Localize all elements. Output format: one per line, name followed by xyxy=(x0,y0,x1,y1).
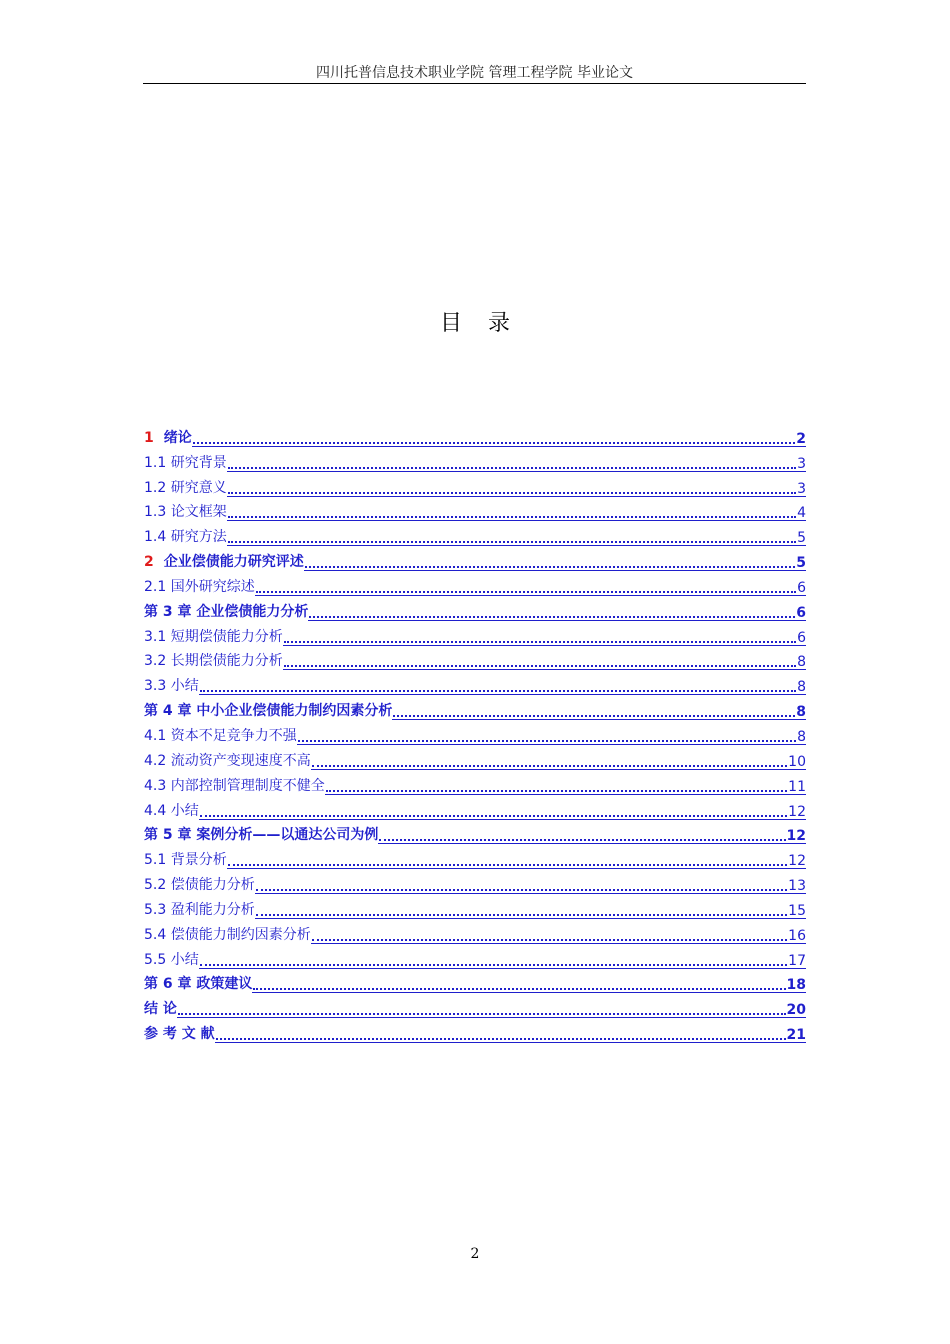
table-of-contents xyxy=(144,424,806,1045)
header-rule xyxy=(143,83,806,84)
toc-dot-leader xyxy=(228,541,796,543)
toc-entry[interactable] xyxy=(144,499,806,524)
toc-dot-leader xyxy=(228,864,787,866)
toc-dot-leader xyxy=(326,790,787,792)
toc-entry[interactable] xyxy=(144,598,806,623)
toc-dot-leader xyxy=(253,988,785,990)
toc-entry-page: 11 xyxy=(788,778,806,795)
toc-entry[interactable] xyxy=(144,1020,806,1045)
toc-entry[interactable] xyxy=(144,921,806,946)
toc-entry-label: 第 5 章 案例分析——以通达公司为例 xyxy=(144,827,379,844)
toc-entry-label: 3.3 小结 xyxy=(144,678,199,695)
toc-entry[interactable] xyxy=(144,623,806,648)
toc-dot-leader xyxy=(256,591,796,593)
toc-entry[interactable] xyxy=(144,846,806,871)
toc-entry[interactable] xyxy=(144,449,806,474)
toc-dot-leader xyxy=(312,765,787,767)
toc-entry-title xyxy=(144,700,392,720)
toc-entry-page: 12 xyxy=(788,853,806,870)
toc-dot-leader xyxy=(216,1038,786,1040)
toc-entry[interactable] xyxy=(144,896,806,921)
toc-entry-title xyxy=(144,427,192,447)
toc-title: 目录 xyxy=(439,311,536,336)
toc-entry-page: 21 xyxy=(786,1027,806,1044)
toc-entry-title xyxy=(144,477,227,497)
toc-entry-page: 17 xyxy=(788,952,806,969)
toc-entry-title xyxy=(144,675,199,695)
toc-entry-label: 5.4 偿债能力制约因素分析 xyxy=(144,926,311,943)
toc-dot-leader xyxy=(200,964,787,966)
toc-entry-title xyxy=(144,874,255,894)
toc-entry[interactable] xyxy=(144,722,806,747)
toc-dot-leader xyxy=(305,566,796,568)
toc-dot-leader xyxy=(379,839,785,841)
toc-dot-leader xyxy=(298,740,796,742)
toc-entry-label: 4.4 小结 xyxy=(144,802,199,819)
toc-entry-label: 第 6 章 政策建议 xyxy=(144,976,253,993)
toc-entry[interactable] xyxy=(144,747,806,772)
toc-entry-page: 8 xyxy=(797,679,806,696)
toc-entry-title xyxy=(144,949,199,969)
toc-entry-title xyxy=(144,849,227,869)
toc-dot-leader xyxy=(193,442,796,444)
toc-entry[interactable] xyxy=(144,424,806,449)
toc-entry-title xyxy=(144,551,304,571)
toc-entry-title xyxy=(144,750,311,770)
toc-entry[interactable] xyxy=(144,648,806,673)
toc-dot-leader xyxy=(228,467,796,469)
toc-entry-label: 5.2 偿债能力分析 xyxy=(144,877,255,894)
toc-dot-leader xyxy=(284,665,796,667)
toc-entry-label: 5.3 盈利能力分析 xyxy=(144,901,255,918)
toc-entry-page: 6 xyxy=(796,604,806,621)
toc-entry-title xyxy=(144,824,378,844)
toc-entry-label: 1.4 研究方法 xyxy=(144,529,227,546)
toc-dot-leader xyxy=(228,492,796,494)
toc-entry-label: 第 3 章 企业偿债能力分析 xyxy=(144,603,309,620)
toc-entry-page: 10 xyxy=(788,753,806,770)
toc-entry[interactable] xyxy=(144,971,806,996)
toc-entry-page: 18 xyxy=(786,977,806,994)
toc-entry-title xyxy=(144,626,283,646)
toc-entry[interactable] xyxy=(144,672,806,697)
toc-entry-label: 3.2 长期偿债能力分析 xyxy=(144,653,283,670)
toc-entry[interactable] xyxy=(144,871,806,896)
toc-entry-label: 4.2 流动资产变现速度不高 xyxy=(144,752,311,769)
toc-entry-page: 3 xyxy=(797,480,806,497)
toc-dot-leader xyxy=(256,889,787,891)
toc-entry-label: 4.3 内部控制管理制度不健全 xyxy=(144,777,325,794)
toc-entry-title xyxy=(144,973,252,993)
toc-entry[interactable] xyxy=(144,797,806,822)
toc-entry-page: 8 xyxy=(797,728,806,745)
toc-entry-page: 4 xyxy=(797,505,806,522)
toc-entry-page: 5 xyxy=(796,555,806,572)
toc-entry-label: 5.5 小结 xyxy=(144,951,199,968)
toc-entry-page: 8 xyxy=(796,704,806,721)
toc-dot-leader xyxy=(309,616,795,618)
toc-entry-page: 6 xyxy=(797,579,806,596)
toc-entry-number: 1 xyxy=(144,429,154,446)
toc-entry-label: 2.1 国外研究综述 xyxy=(144,578,255,595)
toc-dot-leader xyxy=(200,815,787,817)
toc-entry-title xyxy=(144,576,255,596)
toc-dot-leader xyxy=(178,1013,786,1015)
toc-dot-leader xyxy=(284,641,796,643)
toc-entry-label: 结 论 xyxy=(144,1001,177,1018)
toc-entry[interactable] xyxy=(144,772,806,797)
toc-entry-title xyxy=(144,526,227,546)
toc-entry-title xyxy=(144,899,255,919)
toc-entry-page: 16 xyxy=(788,927,806,944)
toc-entry[interactable] xyxy=(144,573,806,598)
toc-entry[interactable] xyxy=(144,822,806,847)
toc-entry[interactable] xyxy=(144,474,806,499)
toc-entry-page: 12 xyxy=(786,828,806,845)
toc-dot-leader xyxy=(256,914,787,916)
page-number: 2 xyxy=(470,1246,480,1262)
toc-entry[interactable] xyxy=(144,523,806,548)
toc-entry-page: 2 xyxy=(796,430,806,447)
toc-entry-page: 8 xyxy=(797,654,806,671)
page-header: 四川托普信息技术职业学院 管理工程学院 毕业论文 xyxy=(316,65,633,81)
toc-entry-label: 绪论 xyxy=(163,429,192,446)
toc-entry-label: 第 4 章 中小企业偿债能力制约因素分析 xyxy=(144,703,393,720)
toc-entry-page: 6 xyxy=(797,629,806,646)
toc-entry-number: 2 xyxy=(144,554,154,571)
toc-entry-label: 1.1 研究背景 xyxy=(144,454,227,471)
toc-entry[interactable] xyxy=(144,995,806,1020)
toc-entry-title xyxy=(144,725,297,745)
toc-entry-title xyxy=(144,775,325,795)
toc-dot-leader xyxy=(200,690,796,692)
toc-dot-leader xyxy=(393,715,795,717)
toc-entry-label: 5.1 背景分析 xyxy=(144,852,227,869)
toc-entry-title xyxy=(144,501,227,521)
toc-entry-title xyxy=(144,924,311,944)
toc-entry-title xyxy=(144,1023,215,1043)
toc-entry[interactable] xyxy=(144,946,806,971)
toc-entry-title xyxy=(144,650,283,670)
toc-dot-leader xyxy=(312,939,787,941)
toc-entry-label: 4.1 资本不足竞争力不强 xyxy=(144,727,297,744)
toc-entry-title xyxy=(144,601,308,621)
toc-entry-label: 参 考 文 献 xyxy=(144,1026,215,1043)
toc-entry[interactable] xyxy=(144,697,806,722)
toc-entry-page: 12 xyxy=(788,803,806,820)
toc-entry-page: 3 xyxy=(797,455,806,472)
toc-entry-title xyxy=(144,452,227,472)
toc-entry-page: 20 xyxy=(786,1002,806,1019)
toc-entry-label: 1.2 研究意义 xyxy=(144,479,227,496)
toc-entry-page: 5 xyxy=(797,530,806,547)
toc-entry-label: 3.1 短期偿债能力分析 xyxy=(144,628,283,645)
toc-entry[interactable] xyxy=(144,548,806,573)
toc-entry-label: 1.3 论文框架 xyxy=(144,504,227,521)
toc-entry-title xyxy=(144,998,177,1018)
toc-entry-label: 企业偿债能力研究评述 xyxy=(163,554,304,571)
toc-entry-title xyxy=(144,800,199,820)
toc-entry-page: 15 xyxy=(788,902,806,919)
toc-dot-leader xyxy=(228,516,796,518)
toc-entry-page: 13 xyxy=(788,878,806,895)
